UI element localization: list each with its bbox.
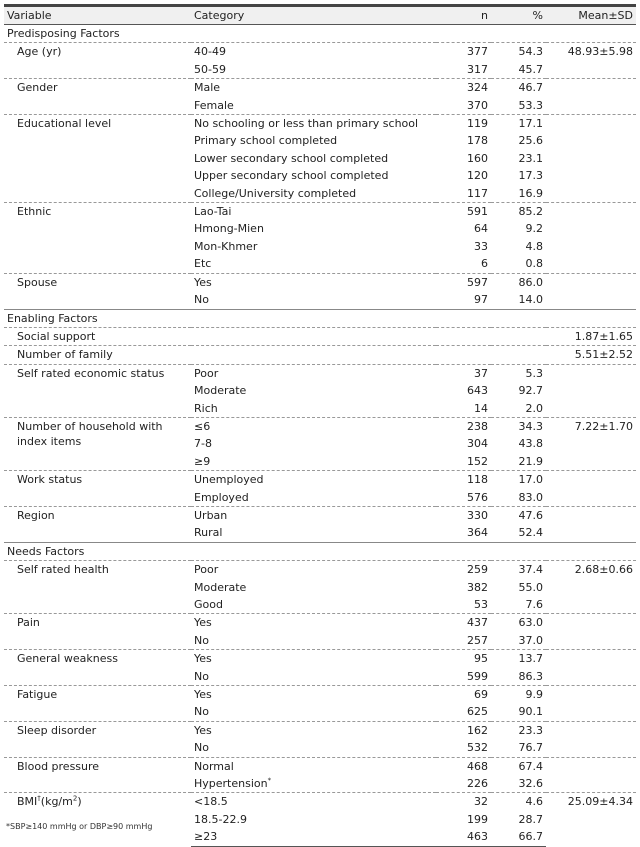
variable-label: Region: [17, 508, 55, 522]
category-label: Moderate: [194, 580, 247, 594]
category-cell: [191, 471, 436, 489]
header-n: n: [436, 7, 491, 25]
category-cell: [191, 238, 436, 255]
pct-cell: 54.3: [491, 43, 546, 61]
pct-cell: 9.9: [491, 686, 546, 704]
category-label: No: [194, 741, 209, 755]
mean-sd-cell: [546, 686, 636, 722]
category-cell: [191, 61, 436, 79]
category-label: 7-8: [194, 437, 212, 451]
variable-label: General weakness: [17, 652, 118, 666]
variable-cell: [4, 203, 191, 274]
category-cell: [191, 668, 436, 686]
pct-cell: 43.8: [518, 437, 543, 451]
variable-cell: [4, 346, 191, 364]
table-row: [4, 115, 636, 133]
category-cell: [191, 828, 436, 846]
variable-label: Work status: [17, 473, 83, 487]
pct-cell: 47.6: [491, 506, 546, 524]
section-title: Predisposing Factors: [4, 25, 636, 43]
mean-sd-cell: [546, 203, 636, 274]
category-cell: [191, 686, 436, 704]
variable-label: Age (yr): [17, 45, 62, 59]
category-label: ≤6: [194, 419, 211, 433]
pct-cell: 5.3: [491, 364, 546, 382]
pct-cell: 9.2: [525, 222, 543, 236]
pct-cell: 86.0: [491, 273, 546, 291]
n-cell: 599: [467, 669, 488, 683]
category-cell: [191, 364, 436, 382]
n-cell: 330: [436, 506, 491, 524]
category-cell: [191, 167, 436, 184]
n-cell: 69: [436, 686, 491, 704]
table-container: [4, 0, 636, 847]
category-cell: [191, 43, 436, 61]
pct-cell: 63.0: [491, 614, 546, 632]
n-cell: 152: [467, 454, 488, 468]
category-cell: [191, 650, 436, 668]
n-cell: 370: [467, 98, 488, 112]
category-label: Mon-Khmer: [194, 239, 258, 253]
variable-label: Self rated economic status: [17, 366, 165, 380]
category-label: Poor: [194, 563, 219, 577]
section-row: [4, 25, 636, 43]
pct-cell: 32.6: [518, 777, 543, 791]
pct-cell: 53.3: [518, 98, 543, 112]
category-cell: [191, 793, 436, 811]
category-cell: [191, 220, 436, 237]
pct-cell: 67.4: [491, 757, 546, 775]
category-cell: [191, 453, 436, 471]
variable-cell: [4, 115, 191, 203]
n-cell: 532: [467, 741, 488, 755]
category-label: College/University completed: [194, 186, 357, 200]
category-cell: [191, 382, 436, 399]
n-cell: [436, 346, 491, 364]
category-label: Employed: [194, 490, 249, 504]
mean-sd-cell: 48.93±5.98: [546, 43, 636, 79]
pct-cell: 76.7: [518, 741, 543, 755]
table-row: [4, 346, 636, 364]
n-cell: 304: [467, 437, 488, 451]
n-cell: 178: [467, 134, 488, 148]
category-cell: [191, 150, 436, 167]
category-label: 50-59: [194, 62, 226, 76]
pct-cell: 90.1: [518, 705, 543, 719]
n-cell: 238: [436, 417, 491, 435]
pct-cell: 16.9: [518, 186, 543, 200]
table-row: [4, 686, 636, 704]
n-cell: [436, 327, 491, 345]
mean-sd-cell: [546, 757, 636, 793]
pct-cell: 23.1: [518, 151, 543, 165]
variable-label: Social support: [17, 329, 96, 343]
n-cell: 643: [467, 384, 488, 398]
n-cell: 576: [467, 490, 488, 504]
pct-cell: 85.2: [491, 203, 546, 221]
category-label: Lower secondary school completed: [194, 151, 389, 165]
category-label: <18.5: [194, 795, 228, 809]
category-cell: [191, 703, 436, 721]
pct-cell: 0.8: [525, 257, 543, 271]
category-cell: [191, 596, 436, 614]
pct-cell: 17.1: [491, 115, 546, 133]
pct-cell: 21.9: [518, 454, 543, 468]
pct-cell: 28.7: [518, 812, 543, 826]
n-cell: 199: [467, 812, 488, 826]
section-row: [4, 309, 636, 327]
variable-label: Educational level: [17, 117, 112, 131]
category-label: Rich: [194, 401, 218, 415]
table-body: [4, 25, 636, 847]
category-cell: [191, 185, 436, 203]
section-title: Enabling Factors: [4, 309, 636, 327]
category-label: Lao-Tai: [194, 205, 232, 219]
variable-cell: [4, 561, 191, 614]
n-cell: 625: [467, 705, 488, 719]
category-cell: [191, 775, 436, 793]
category-label: Yes: [194, 688, 212, 702]
n-cell: 364: [467, 526, 488, 540]
category-label: No: [194, 633, 209, 647]
category-label: Hmong-Mien: [194, 222, 264, 236]
n-cell: 226: [467, 777, 488, 791]
pct-cell: [491, 346, 546, 364]
category-label: Etc: [194, 257, 212, 271]
category-cell: [191, 327, 436, 345]
table-row: [4, 327, 636, 345]
category-label: 18.5-22.9: [194, 812, 247, 826]
n-cell: 64: [474, 222, 488, 236]
pct-cell: 17.0: [491, 471, 546, 489]
table-row: [4, 79, 636, 97]
category-cell: [191, 417, 436, 435]
mean-sd-cell: [546, 471, 636, 507]
superscript: 2: [72, 794, 78, 803]
table-row: [4, 757, 636, 775]
n-cell: 591: [436, 203, 491, 221]
category-label: No: [194, 293, 209, 307]
category-label: Yes: [194, 723, 212, 737]
category-label: Urban: [194, 508, 228, 522]
pct-cell: 13.7: [491, 650, 546, 668]
n-cell: 597: [436, 273, 491, 291]
n-cell: 117: [467, 186, 488, 200]
category-cell: [191, 721, 436, 739]
table-row: [4, 793, 636, 811]
n-cell: 468: [436, 757, 491, 775]
pct-cell: 55.0: [518, 580, 543, 594]
category-label: No schooling or less than primary school: [194, 117, 419, 131]
mean-sd-cell: [546, 650, 636, 686]
n-cell: 95: [436, 650, 491, 668]
header-mean-sd: Mean±SD: [546, 7, 636, 25]
mean-sd-cell: [546, 273, 636, 309]
category-label: Moderate: [194, 384, 247, 398]
variable-label: BMI: [17, 795, 38, 809]
variable-cell: [4, 471, 191, 507]
n-cell: 382: [467, 580, 488, 594]
category-cell: [191, 132, 436, 149]
category-label: Poor: [194, 366, 219, 380]
variable-cell: [4, 650, 191, 686]
superscript: *: [267, 776, 272, 785]
category-label: Yes: [194, 275, 212, 289]
mean-sd-cell: 2.68±0.66: [546, 561, 636, 614]
mean-sd-cell: [546, 614, 636, 650]
pct-cell: 4.6: [491, 793, 546, 811]
category-cell: [191, 757, 436, 775]
table-row: [4, 506, 636, 524]
pct-cell: 92.7: [518, 384, 543, 398]
mean-sd-cell: 1.87±1.65: [546, 327, 636, 345]
variable-cell: [4, 614, 191, 650]
variable-label: Pain: [17, 616, 40, 630]
n-cell: 120: [467, 169, 488, 183]
pct-cell: 45.7: [518, 62, 543, 76]
mean-sd-cell: 7.22±1.70: [546, 417, 636, 470]
category-cell: [191, 273, 436, 291]
variable-unit-close: ): [77, 795, 82, 809]
category-label: Yes: [194, 616, 212, 630]
n-cell: 259: [436, 561, 491, 579]
pct-cell: 25.6: [518, 134, 543, 148]
variable-cell: [4, 273, 191, 309]
n-cell: 33: [474, 239, 488, 253]
category-cell: [191, 579, 436, 596]
pct-cell: 37.0: [518, 633, 543, 647]
n-cell: 162: [436, 721, 491, 739]
category-label: Hypertension: [194, 777, 268, 791]
category-label: Male: [194, 81, 221, 95]
characteristics-table: [4, 7, 636, 847]
category-cell: [191, 614, 436, 632]
pct-cell: 2.0: [525, 401, 543, 415]
n-cell: 160: [467, 151, 488, 165]
category-cell: [191, 632, 436, 650]
variable-label: Fatigue: [17, 688, 58, 702]
pct-cell: 37.4: [491, 561, 546, 579]
category-cell: [191, 739, 436, 757]
n-cell: 257: [467, 633, 488, 647]
pct-cell: 46.7: [491, 79, 546, 97]
category-cell: [191, 435, 436, 452]
table-row: [4, 417, 636, 435]
variable-label: Spouse: [17, 275, 58, 289]
table-row: [4, 364, 636, 382]
category-label: Unemployed: [194, 473, 264, 487]
variable-cell: [4, 506, 191, 542]
table-row: [4, 614, 636, 632]
category-cell: [191, 79, 436, 97]
variable-label: Ethnic: [17, 205, 52, 219]
variable-label: Number of family: [17, 348, 113, 362]
category-label: Female: [194, 98, 234, 112]
n-cell: 6: [481, 257, 488, 271]
category-label: ≥23: [194, 830, 218, 844]
variable-cell: [4, 327, 191, 345]
variable-cell: [4, 721, 191, 757]
n-cell: 119: [436, 115, 491, 133]
header-variable: Variable: [4, 7, 191, 25]
section-row: [4, 542, 636, 560]
n-cell: 53: [474, 598, 488, 611]
variable-cell: [4, 364, 191, 417]
category-cell: [191, 524, 436, 542]
variable-cell: [4, 793, 191, 846]
variable-label: Self rated health: [17, 563, 109, 577]
pct-cell: [491, 327, 546, 345]
category-cell: [191, 203, 436, 221]
pct-cell: 17.3: [518, 169, 543, 183]
section-title: Needs Factors: [4, 542, 636, 560]
category-cell: [191, 506, 436, 524]
n-cell: 118: [436, 471, 491, 489]
category-label: ≥9: [194, 454, 211, 468]
n-cell: 377: [436, 43, 491, 61]
variable-cell: [4, 417, 191, 470]
footnote: *SBP≥140 mmHg or DBP≥90 mmHg: [6, 822, 153, 831]
category-cell: [191, 255, 436, 273]
category-label: Upper secondary school completed: [194, 169, 389, 183]
pct-cell: 4.8: [525, 239, 543, 253]
n-cell: 463: [436, 828, 491, 846]
category-label: 40-49: [194, 45, 226, 59]
n-cell: 324: [436, 79, 491, 97]
mean-sd-cell: [546, 506, 636, 542]
n-cell: 32: [436, 793, 491, 811]
table-row: [4, 203, 636, 221]
n-cell: 437: [436, 614, 491, 632]
pct-cell: 52.4: [518, 526, 543, 540]
category-cell: [191, 489, 436, 507]
category-label: Primary school completed: [194, 134, 338, 148]
mean-sd-cell: [546, 115, 636, 203]
category-label: No: [194, 669, 209, 683]
header-pct: %: [491, 7, 546, 25]
n-cell: 37: [436, 364, 491, 382]
n-cell: 97: [474, 293, 488, 307]
pct-cell: 34.3: [491, 417, 546, 435]
pct-cell: 23.3: [491, 721, 546, 739]
variable-unit: (kg/m: [40, 795, 73, 809]
category-cell: [191, 561, 436, 579]
category-label: Yes: [194, 652, 212, 666]
mean-sd-cell: 5.51±2.52: [546, 346, 636, 364]
category-cell: [191, 400, 436, 418]
n-cell: 14: [474, 401, 488, 415]
variable-cell: [4, 43, 191, 79]
table-row: [4, 561, 636, 579]
category-label: Normal: [194, 759, 234, 773]
header-category: Category: [191, 7, 436, 25]
category-cell: [191, 115, 436, 133]
table-row: [4, 471, 636, 489]
category-cell: [191, 97, 436, 115]
table-row: [4, 273, 636, 291]
pct-cell: 66.7: [491, 828, 546, 846]
pct-cell: 7.6: [525, 598, 543, 611]
category-label: Good: [194, 598, 223, 611]
category-cell: [191, 291, 436, 309]
variable-label: Number of household with index items: [17, 419, 163, 448]
category-label: Rural: [194, 526, 223, 540]
variable-cell: [4, 79, 191, 115]
mean-sd-cell: [546, 364, 636, 417]
variable-label: Blood pressure: [17, 759, 100, 773]
category-label: No: [194, 705, 209, 719]
pct-cell: 14.0: [518, 293, 543, 307]
superscript: †: [37, 794, 41, 803]
header-row: [4, 7, 636, 25]
pct-cell: 86.3: [518, 669, 543, 683]
table-row: [4, 650, 636, 668]
table-row: [4, 721, 636, 739]
variable-cell: [4, 686, 191, 722]
variable-cell: [4, 757, 191, 793]
mean-sd-cell: [546, 79, 636, 115]
category-cell: [191, 811, 436, 828]
mean-sd-cell: [546, 721, 636, 757]
table-row: [4, 43, 636, 61]
pct-cell: 83.0: [518, 490, 543, 504]
variable-label: Gender: [17, 81, 58, 95]
category-cell: [191, 346, 436, 364]
variable-label: Sleep disorder: [17, 723, 97, 737]
n-cell: 317: [467, 62, 488, 76]
mean-sd-cell: 25.09±4.34: [546, 793, 636, 846]
